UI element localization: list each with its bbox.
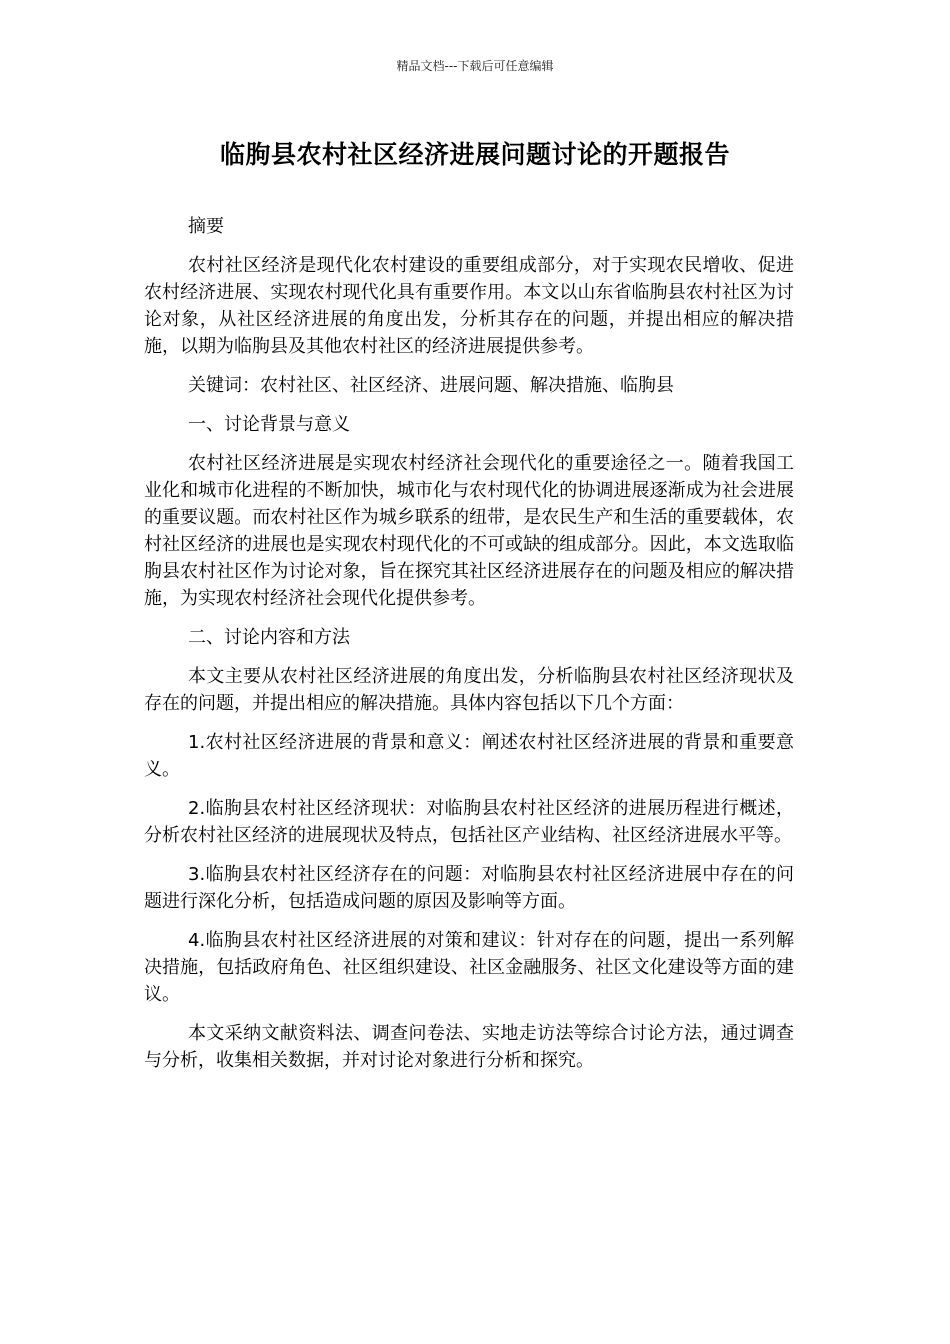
content-item-1: 1.农村社区经济进展的背景和意义：阐述农村社区经济进展的背景和重要意义。: [144, 732, 794, 780]
section-heading-background: 一、讨论背景与意义: [188, 414, 350, 435]
content-item-4: 4.临朐县农村社区经济进展的对策和建议：针对存在的问题，提出一系列解决措施，包括政府角色、社区组织建设、社区金融服务、社区文化建设等方面的建议。: [144, 930, 794, 1005]
section-heading-content-methods: 二、讨论内容和方法: [188, 627, 350, 648]
content-item-2: 2.临朐县农村社区经济现状：对临朐县农村社区经济的进展历程进行概述，分析农村社区经济的进展现状及特点，包括社区产业结构、社区经济进展水平等。: [144, 798, 794, 846]
methods-paragraph: 本文采纳文献资料法、调查问卷法、实地走访法等综合讨论方法，通过调查与分析，收集相关数据，并对讨论对象进行分析和探究。: [144, 1023, 794, 1071]
abstract-heading: 摘要: [188, 216, 224, 237]
document-body: [144, 213, 794, 1086]
header-note: 精品文档---下载后可任意编辑: [396, 59, 554, 73]
keywords-line: 关键词：农村社区、社区经济、进展问题、解决措施、临朐县: [188, 375, 674, 396]
document-title: 临朐县农村社区经济进展问题讨论的开题报告: [219, 140, 730, 169]
content-intro-paragraph: 本文主要从农村社区经济进展的角度出发，分析临朐县农村社区经济现状及存在的问题，并提出相应的解决措施。具体内容包括以下几个方面：: [144, 666, 794, 714]
content-item-3: 3.临朐县农村社区经济存在的问题：对临朐县农村社区经济进展中存在的问题进行深化分析，包括造成问题的原因及影响等方面。: [144, 864, 794, 912]
abstract-paragraph: 农村社区经济是现代化农村建设的重要组成部分，对于实现农民增收、促进农村经济进展、实现农村现代化具有重要作用。本文以山东省临朐县农村社区为讨论对象，从社区经济进展的角度出发，分析其存在的问题，并提出相应的解决措施，以期为临朐县及其他农村社区的经济进展提供参考。: [144, 255, 794, 357]
background-paragraph: 农村社区经济进展是实现农村经济社会现代化的重要途径之一。随着我国工业化和城市化进程的不断加快，城市化与农村现代化的协调进展逐渐成为社会进展的重要议题。而农村社区作为城乡联系的纽带，是农民生产和生活的重要载体，农村社区经济的进展也是实现农村现代化的不可或缺的组成部分。因此，本文选取临朐县农村社区作为讨论对象，旨在探究其社区经济进展存在的问题及相应的解决措施，为实现农村经济社会现代化提供参考。: [144, 453, 794, 609]
